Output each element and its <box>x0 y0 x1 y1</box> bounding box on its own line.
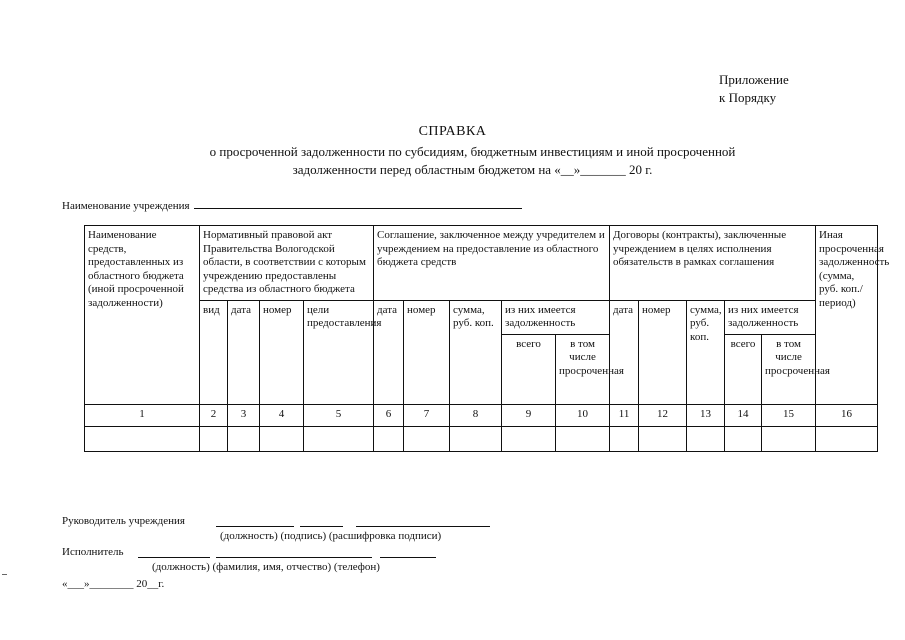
institution-label: Наименование учреждения <box>62 200 190 212</box>
col-number: 2 <box>200 404 228 426</box>
data-cell[interactable] <box>725 426 762 451</box>
report-table <box>84 225 890 452</box>
head-label: Руководитель учреждения <box>62 515 185 527</box>
col-number: 3 <box>228 404 260 426</box>
data-cell[interactable] <box>404 426 450 451</box>
act-col-date: дата <box>228 300 260 404</box>
col-number: 15 <box>762 404 816 426</box>
col-number: 1 <box>85 404 200 426</box>
agr-debt-overdue: в том числе просроченная <box>556 334 610 404</box>
institution-field[interactable] <box>194 198 522 209</box>
act-col-number: номер <box>260 300 304 404</box>
con-debt-overdue: в том числе просроченная <box>762 334 816 404</box>
subtitle-line-1: о просроченной задолженности по субсидиям, бюджетным инвестициям и иной просроченной <box>209 144 736 159</box>
document-title: СПРАВКА <box>418 124 487 139</box>
executor-caption: (должность) (фамилия, имя, отчество) (телефон) <box>152 561 380 573</box>
agr-debt-total: всего <box>502 334 556 404</box>
agr-debt-header: из них имеется задолженность <box>502 300 610 334</box>
group-legal-act: Нормативный правовой акт Правительства Вологодской области, в соответствии с которым учреждению предоставлены средства из областного бюджета <box>200 226 374 301</box>
data-cell[interactable] <box>762 426 816 451</box>
con-col-number: номер <box>639 300 687 404</box>
col-number: 14 <box>725 404 762 426</box>
subtitle-line-2: задолженности перед областным бюджетом на «__»_______ 20 г. <box>292 162 653 177</box>
appendix-line-1: Приложение <box>719 72 789 87</box>
data-cell[interactable] <box>639 426 687 451</box>
act-col-type: вид <box>200 300 228 404</box>
data-cell[interactable] <box>260 426 304 451</box>
data-cell[interactable] <box>228 426 260 451</box>
col-number: 9 <box>502 404 556 426</box>
data-cell[interactable] <box>85 426 200 451</box>
agr-col-number: номер <box>404 300 450 404</box>
col-other-debt: Иная просроченная задолженность (сумма, руб. коп./ период) <box>816 226 878 405</box>
con-col-sum: сумма, руб. коп. <box>687 300 725 404</box>
executor-position-field[interactable] <box>138 557 210 558</box>
data-row <box>85 426 878 451</box>
col-number: 11 <box>610 404 639 426</box>
group-agreement: Соглашение, заключенное между учредителем и учреждением на предоставление из областного бюджета средств <box>374 226 610 301</box>
date-line: «___»________ 20__г. <box>62 578 165 590</box>
col-number: 16 <box>816 404 878 426</box>
data-cell[interactable] <box>610 426 639 451</box>
data-cell[interactable] <box>502 426 556 451</box>
col-number: 8 <box>450 404 502 426</box>
data-cell[interactable] <box>374 426 404 451</box>
data-cell[interactable] <box>687 426 725 451</box>
data-cell[interactable] <box>450 426 502 451</box>
executor-phone-field[interactable] <box>380 557 436 558</box>
data-cell[interactable] <box>304 426 374 451</box>
column-numbers-row <box>85 404 878 426</box>
col-number: 4 <box>260 404 304 426</box>
head-name-field[interactable] <box>356 526 490 527</box>
col-number: 13 <box>687 404 725 426</box>
document-subtitle <box>120 143 825 179</box>
col-number: 6 <box>374 404 404 426</box>
appendix-note <box>719 71 789 107</box>
head-signature-field[interactable] <box>300 526 343 527</box>
con-debt-header: из них имеется задолженность <box>725 300 816 334</box>
act-col-purpose: цели предоставления <box>304 300 374 404</box>
col-number: 7 <box>404 404 450 426</box>
data-cell[interactable] <box>816 426 878 451</box>
col-number: 5 <box>304 404 374 426</box>
head-caption: (должность) (подпись) (расшифровка подписи) <box>220 530 442 542</box>
col-number: 10 <box>556 404 610 426</box>
group-contracts: Договоры (контракты), заключенные учреждением в целях исполнения обязательств в рамках соглашения <box>610 226 816 301</box>
con-debt-total: всего <box>725 334 762 404</box>
agr-col-date: дата <box>374 300 404 404</box>
appendix-line-2: к Порядку <box>719 90 777 105</box>
data-cell[interactable] <box>556 426 610 451</box>
institution-row <box>62 198 522 212</box>
head-position-field[interactable] <box>216 526 294 527</box>
margin-tick <box>2 574 7 575</box>
col-number: 12 <box>639 404 687 426</box>
executor-name-field[interactable] <box>216 557 372 558</box>
executor-label: Исполнитель <box>62 546 124 558</box>
data-cell[interactable] <box>200 426 228 451</box>
col-fund-name: Наименование средств, предоставленных из областного бюджета (иной просроченной задолженности) <box>85 226 200 405</box>
con-col-date: дата <box>610 300 639 404</box>
agr-col-sum: сумма, руб. коп. <box>450 300 502 404</box>
